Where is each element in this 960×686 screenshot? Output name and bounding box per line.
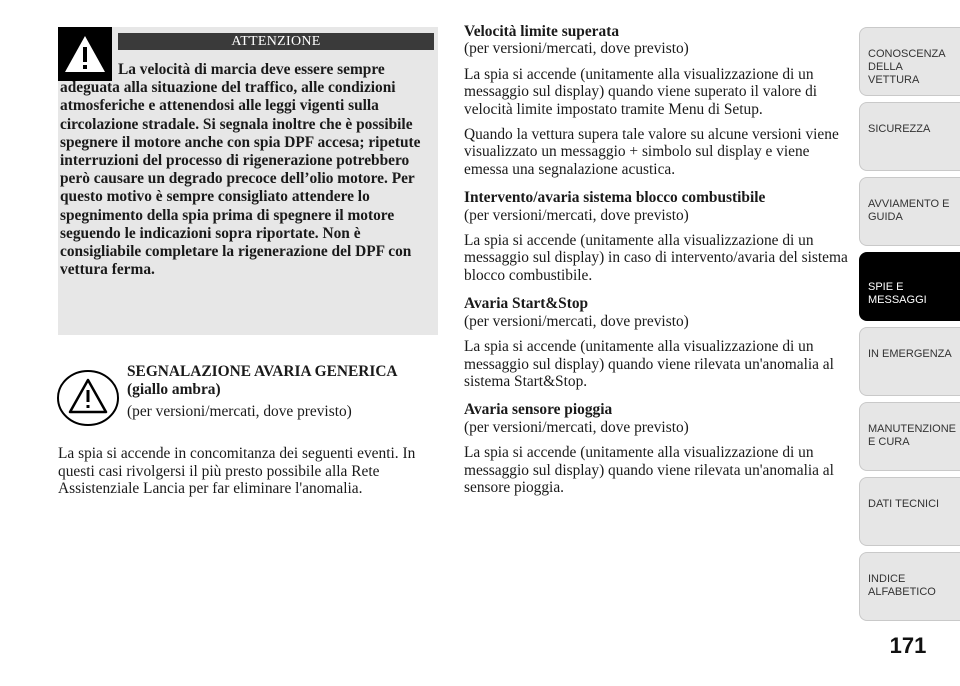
section-note: (per versioni/mercati, dove previsto) <box>464 40 689 58</box>
section-fuel-cutoff <box>464 189 848 284</box>
section-paragraph: La spia si accende (unitamente alla visualizzazione di un messaggio sul display) quando viene rilevata un'anomalia al sensore pioggia. <box>464 444 834 496</box>
tab-indice-alfabetico[interactable]: INDICE ALFABETICO <box>859 552 960 621</box>
generic-fault-text: La spia si accende in concomitanza dei seguenti eventi. In questi casi rivolgersi il più presto possibile alla Rete Assistenziale Lancia per far eliminare l'anomalia. <box>58 445 416 497</box>
warning-box <box>58 27 438 335</box>
tab-spie-e-messaggi[interactable]: SPIE E MESSAGGI <box>859 252 960 321</box>
section-start-stop <box>464 295 848 390</box>
section-note: (per versioni/mercati, dove previsto) <box>464 418 689 436</box>
generic-fault-title: SEGNALAZIONE AVARIA GENERICA (giallo ambra) <box>127 363 397 398</box>
tab-manutenzione-e-cura[interactable]: MANUTENZIONE E CURA <box>859 402 960 471</box>
tab-conoscenza-della-vettura[interactable]: CONOSCENZA DELLA VETTURA <box>859 27 960 96</box>
section-title: Avaria Start&Stop <box>464 295 589 313</box>
section-paragraph: La spia si accende (unitamente alla visualizzazione di un messaggio sul display) in caso di intervento/avaria del sistema blocco combustibile. <box>464 232 848 284</box>
section-note: (per versioni/mercati, dove previsto) <box>464 206 689 224</box>
warning-text: La velocità di marcia deve essere sempre adeguata alla situazione del traffico, alle condizioni atmosferiche e attenendosi alle leggi vigenti sulla circolazione stradale. Si segnala inoltre che è possibile spegnere il motore anche con spia DPF accesa; ripetute interruzioni del processo di rigenerazione potrebbero però causare un degrado precoce dell’olio motore. Per questo motivo è sempre consigliato attendere lo spegnimento della spia prima di spegnere il motore seguendo le indicazioni sopra riportate. Non è consigliabile completare la rigenerazione del DPF con vettura ferma. <box>60 61 421 279</box>
section-title: Velocità limite superata <box>464 23 620 40</box>
section-title: Avaria sensore pioggia <box>464 401 613 419</box>
warning-heading: ATTENZIONE <box>118 33 434 50</box>
page-number: 171 <box>889 633 927 658</box>
generic-fault-warning-icon <box>56 368 120 428</box>
tab-in-emergenza[interactable]: IN EMERGENZA <box>859 327 960 396</box>
tab-avviamento-e-guida[interactable]: AVVIAMENTO E GUIDA <box>859 177 960 246</box>
chapter-tabs <box>859 27 960 627</box>
section-note: (per versioni/mercati, dove previsto) <box>464 312 689 330</box>
generic-fault-note: (per versioni/mercati, dove previsto) <box>127 403 352 420</box>
tab-sicurezza[interactable]: SICUREZZA <box>859 102 960 171</box>
right-column <box>464 23 848 507</box>
tab-dati-tecnici[interactable]: DATI TECNICI <box>859 477 960 546</box>
section-paragraph: La spia si accende (unitamente alla visualizzazione di un messaggio sul display) quando viene superato il valore di velocità limite impostato tramite Menu di Setup. <box>464 65 818 118</box>
section-title: Intervento/avaria sistema blocco combustibile <box>464 189 766 207</box>
section-rain-sensor <box>464 401 848 496</box>
section-paragraph: La spia si accende (unitamente alla visualizzazione di un messaggio sul display) quando viene rilevata un'anomalia al sistema Start&Stop. <box>464 338 834 390</box>
section-paragraph: Quando la vettura supera tale valore su alcune versioni viene visualizzato un messaggio + simbolo sul display e viene emessa una segnalazione acustica. <box>464 126 839 178</box>
section-speed-limit <box>464 23 848 178</box>
